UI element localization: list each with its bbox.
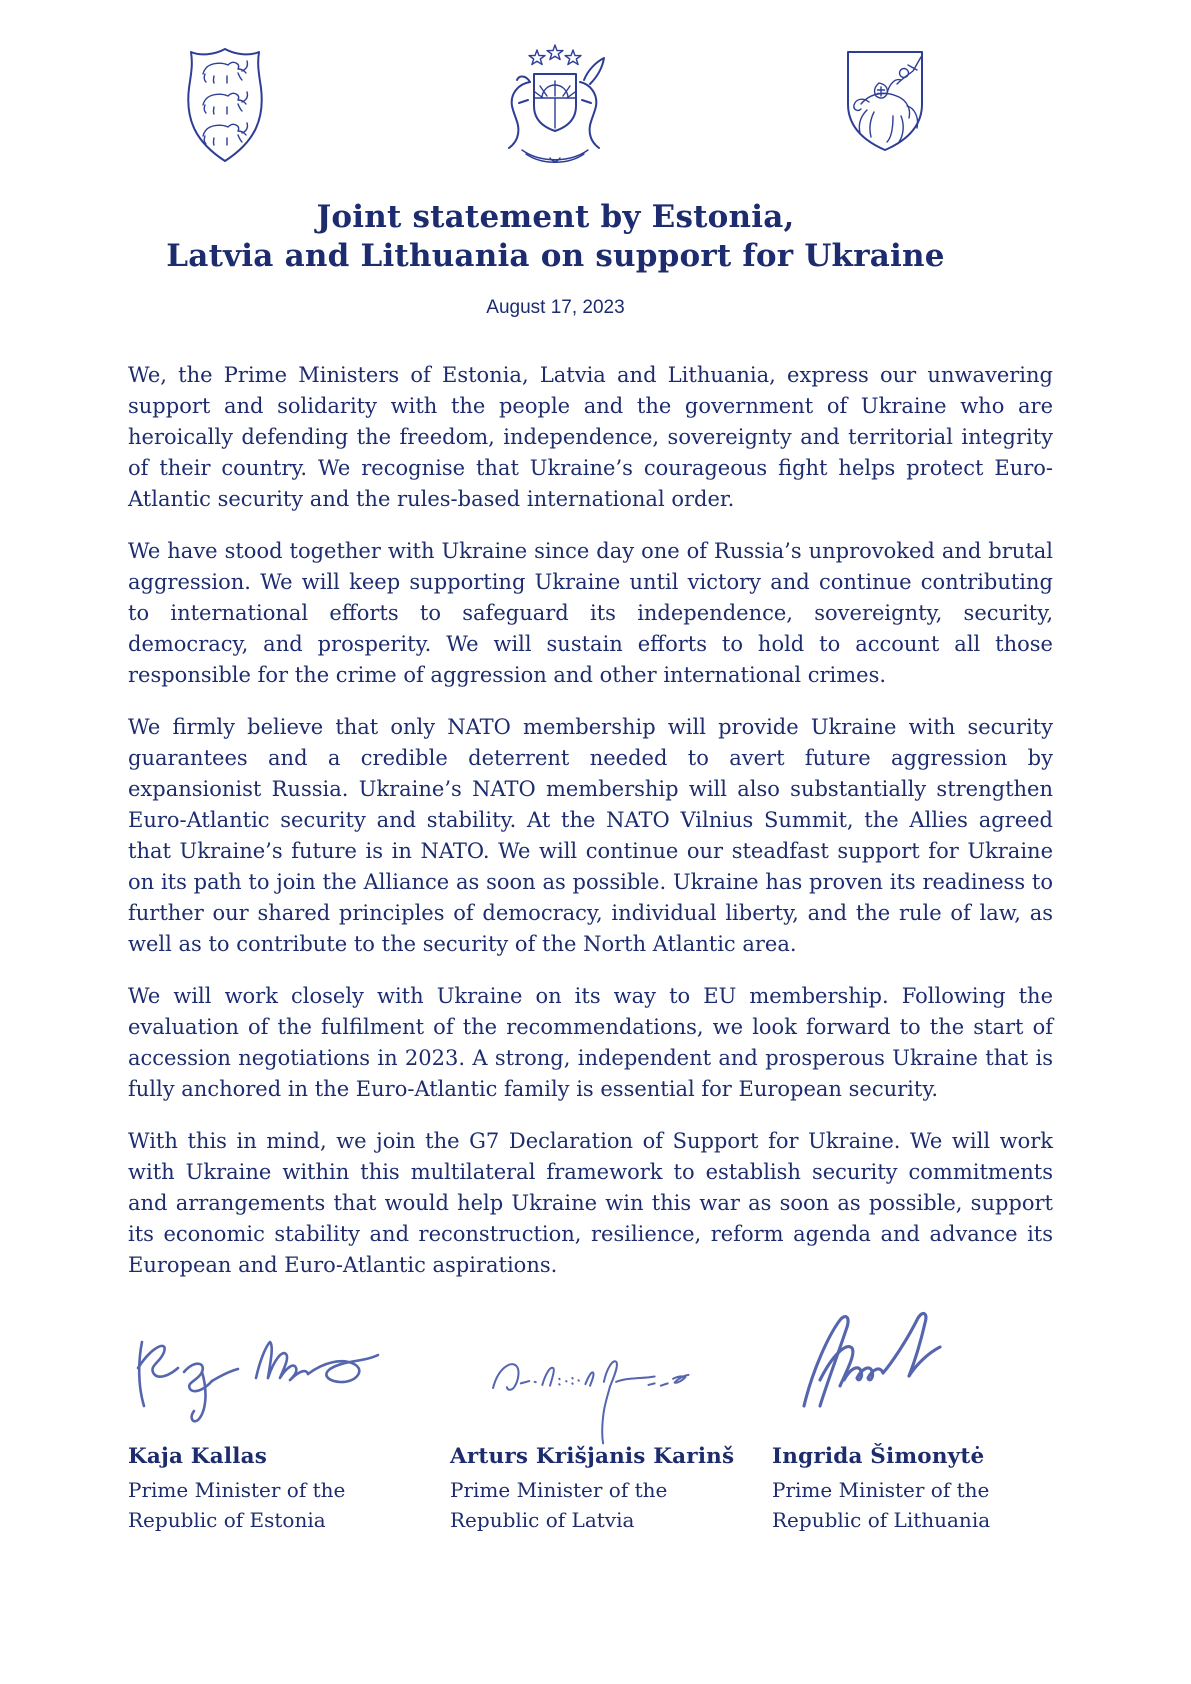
signatory-title-line1: Prime Minister of the (450, 1477, 668, 1502)
signature-block (0, 1302, 1191, 1536)
signatory-latvia (450, 1302, 772, 1536)
signatory-name: Ingrida Šimonytė (772, 1443, 985, 1469)
signatory-title-line1: Prime Minister of the (128, 1477, 346, 1502)
arturs-karins-signature (450, 1302, 772, 1434)
kaja-kallas-signature-icon (128, 1320, 380, 1428)
signatory-title-line1: Prime Minister of the (772, 1477, 990, 1502)
ingrida-simonyte-signature-icon (776, 1308, 962, 1418)
signatory-name: Kaja Kallas (128, 1443, 268, 1469)
emblem-lithuania (843, 48, 927, 154)
paragraph-1: We, the Prime Ministers of Estonia, Latvia and Lithuania, express our unwavering support and solidarity with the people and the government of Ukraine who are heroically defending the freedom, independence, sovereignty and territorial integrity of their country. We recognise that Ukraine’s courageous fight helps protect Euro-Atlantic security and the rules-based international order. (128, 362, 1053, 511)
page-title-line1: Joint statement by Estonia, (316, 199, 795, 235)
estonia-coat-of-arms-icon (183, 44, 267, 166)
signatory-lithuania (772, 1302, 1085, 1536)
emblems-row (0, 44, 1191, 169)
document-date: August 17, 2023 (486, 296, 625, 318)
paragraph-2: We have stood together with Ukraine since day one of Russia’s unprovoked and brutal aggression. We will keep supporting Ukraine until victory and continue contributing to international efforts to safeguard its independence, sovereignty, security, democracy, and prosperity. We will sustain efforts to hold to account all those responsible for the crime of aggression and other international crimes. (128, 538, 1053, 687)
page-title (0, 198, 1191, 276)
signatory-title-line2: Republic of Estonia (128, 1508, 326, 1533)
signatory-title-line2: Republic of Lithuania (772, 1508, 991, 1533)
signatory-estonia (128, 1302, 450, 1536)
paragraph-5: With this in mind, we join the G7 Declaration of Support for Ukraine. We will work with Ukraine within this multilateral framework to establish security commitments and arrangements that would help Ukraine win this war as soon as possible, support its economic stability and reconstruction, resilience, reform agenda and advance its European and Euro-Atlantic aspirations. (128, 1128, 1053, 1277)
signatory-name: Arturs Krišjanis Karinš (450, 1443, 735, 1469)
paragraph-3: We firmly believe that only NATO membership will provide Ukraine with security guarantees and a credible deterrent needed to avert future aggression by expansionist Russia. Ukraine’s NATO membership will also substantially strengthen Euro-Atlantic security and stability. At the NATO Vilnius Summit, the Allies agreed that Ukraine’s future is in NATO. We will continue our steadfast support for Ukraine on its path to join the Alliance as soon as possible. Ukraine has proven its readiness to further our shared principles of democracy, individual liberty, and the rule of law, as well as to contribute to the security of the North Atlantic area. (128, 714, 1053, 956)
page-title-line2: Latvia and Lithuania on support for Ukraine (166, 238, 945, 274)
emblem-estonia (183, 44, 267, 166)
arturs-karins-signature-icon (456, 1348, 724, 1448)
kaja-kallas-signature (128, 1302, 450, 1434)
emblem-latvia (484, 44, 626, 168)
ingrida-simonyte-signature (772, 1302, 1085, 1434)
latvia-coat-of-arms-icon (484, 44, 626, 168)
signatory-title-line2: Republic of Latvia (450, 1508, 635, 1533)
paragraph-4: We will work closely with Ukraine on its way to EU membership. Following the evaluation of the fulfilment of the recommendations, we look forward to the start of accession negotiations in 2023. A strong, independent and prosperous Ukraine that is fully anchored in the Euro-Atlantic family is essential for European security. (128, 983, 1053, 1101)
lithuania-coat-of-arms-icon (843, 48, 927, 154)
statement-body (0, 360, 1191, 1281)
